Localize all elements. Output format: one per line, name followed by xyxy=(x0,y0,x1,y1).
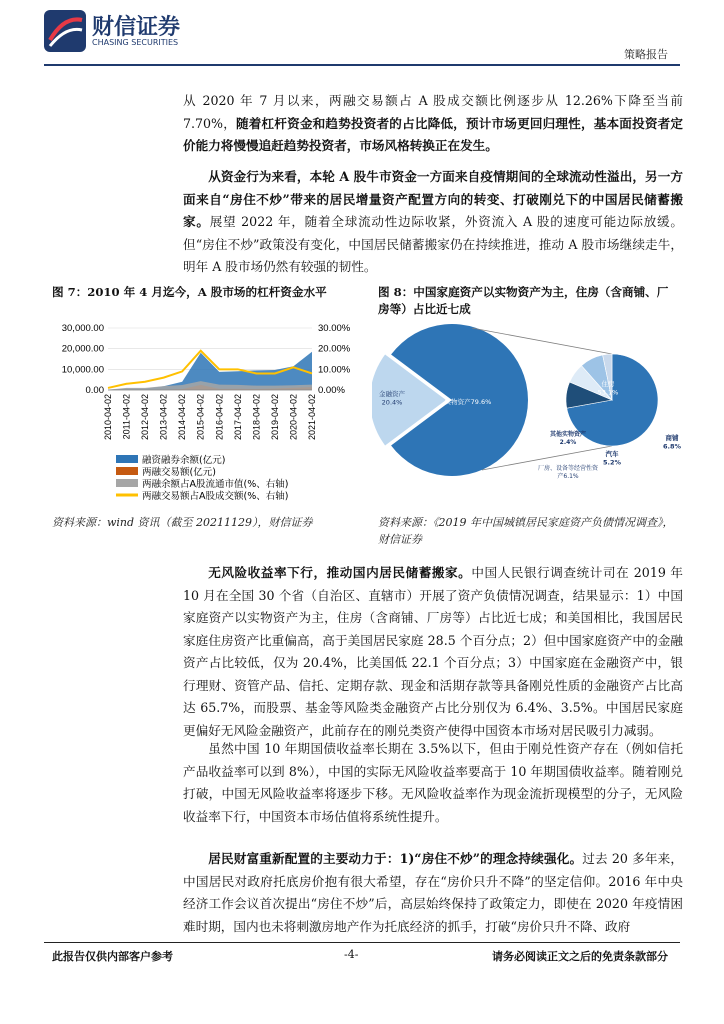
x-tick-label: 2011-04-02 xyxy=(121,394,132,440)
slice-label-line: 20.4% xyxy=(381,398,403,407)
right-axis-tick: 20.00% xyxy=(318,343,351,355)
left-axis-tick: 10,000.00 xyxy=(61,364,104,376)
x-tick-label: 2012-04-02 xyxy=(140,394,151,441)
legend-label: 两融交易额占A股成交额(%、右轴) xyxy=(142,491,289,502)
paragraph-5-text: 过去 20 多年来，中国居民对政府托底房价抱有很大希望，存在“房价只升不降”的坚定信仰。2016 年中央经济工作会议首次提出“房住不炒”后，高层始终保持了政策定力，即使在 2020 年疫情困难时期，国内也未将刺激房地产作为托底经济的抓手，打破“房价只升不降、政府 xyxy=(183,851,683,934)
x-tick-label: 2014-04-02 xyxy=(177,394,188,441)
paragraph-3-bold: 无风险收益率下行，推动国内居民储蓄搬家。 xyxy=(208,565,472,580)
right-axis-tick: 10.00% xyxy=(318,364,351,376)
slice-label-line: 6.8% xyxy=(662,442,682,451)
legend-label: 两融余额占A股流通市值(%、右轴) xyxy=(142,479,289,490)
left-axis-tick: 30,000.00 xyxy=(61,323,104,334)
slice-label-line: 2.4% xyxy=(559,439,577,446)
slice-label xyxy=(538,464,599,480)
company-name-cn: 财信证券 xyxy=(92,15,181,40)
paragraph-3-text: 中国人民银行调查统计司在 2019 年 10 月在全国 30 个省（自治区、直辖市）开展了资产负债情况调查，结果显示：1）中国家庭资产以实物资产为主，住房（含商铺、厂房等）占比近七成；和美国相比，我国居民家庭住房资产比重偏高，高于美国居民家庭 28.5 个百分点；2）但中国家庭资产中的金融资产占比较低，仅为 20.4%，比美国低 22.1 个百分点；3）中国家庭在金融资产中，银行理财、资管产品、信托、定期存款、现金和活期存款等具备刚兑性质的金融资产占比高达 65.7%，而股票、基金等风险类金融资产占比分别仅为 6.4%、3.5%。中国居民家庭更偏好无风险金融资产，此前存在的刚兑类资产使得中国资本市场对居民吸引力减弱。 xyxy=(183,565,684,738)
leverage-chart xyxy=(52,318,362,508)
report-type: 策略报告 xyxy=(624,48,668,61)
x-tick-label: 2017-04-02 xyxy=(232,394,243,441)
paragraph-1 xyxy=(183,90,683,158)
x-tick-label: 2021-04-02 xyxy=(307,394,317,441)
slice-label xyxy=(603,449,622,467)
slice-label-line: 汽车 xyxy=(605,450,619,458)
figure-7-title: 图 7：2010 年 4 月迄今，A 股市场的杠杆资金水平 xyxy=(52,285,327,299)
paragraph-5-bold: 居民财富重新配置的主要动力于：1)“房住不炒”的理念持续强化。 xyxy=(208,851,583,866)
x-tick-label: 2010-04-02 xyxy=(103,394,113,441)
footer-disclaimer-left: 此报告仅供内部客户参考 xyxy=(52,950,173,963)
legend-label: 融资融券余额(亿元) xyxy=(142,455,226,466)
legend-label: 两融交易额(亿元) xyxy=(142,467,216,478)
paragraph-3 xyxy=(183,562,683,742)
figure-7-source: 资料来源：wind 资讯（截至 20211129），财信证券 xyxy=(52,516,313,529)
slice-label xyxy=(445,397,492,406)
slice-label xyxy=(550,430,586,446)
paragraph-2-bold: 从资金行为来看，本轮 A 股牛市资金一方面来自疫情期间的全球流动性溢出，另一方面来自“房住不炒”带来的居民增量资产配置方向的转变、打破刚兑下的中国居民储蓄搬家。 xyxy=(183,169,683,229)
x-tick-label: 2013-04-02 xyxy=(158,394,169,441)
slice-label-line: 金融资产 xyxy=(379,390,405,398)
company-name-en: CHASING SECURITIES xyxy=(92,38,179,47)
slice-label-line: 实物资产79.6% xyxy=(444,398,492,406)
paragraph-5 xyxy=(183,848,683,938)
x-tick-label: 2018-04-02 xyxy=(251,394,262,441)
figure-8-title: 图 8：中国家庭资产以实物资产为主，住房（含商铺、厂房等）占比近七成 xyxy=(378,285,669,316)
slice-label-line: 商铺 xyxy=(665,434,679,442)
slice-label xyxy=(379,389,406,407)
slice-label-line: 厂房、设备等经营性资 xyxy=(537,465,599,472)
paragraph-2 xyxy=(183,166,683,279)
paragraph-1-bold: 随着杠杆资金和趋势投资者的占比降低，预计市场更回归理性，基本面投资者定价能力将慢慢追赶趋势投资者，市场风格转换正在发生。 xyxy=(183,115,683,153)
paragraph-4: 虽然中国 10 年期国债收益率长期在 3.5%以下，但由于刚兑性资产存在（例如信托产品收益率可以到 8%），中国的实际无风险收益率要高于 10 年期国债收益率。随着刚兑打破，中国无风险收益率将逐步下移。无风险收益率作为现金流折现模型的分子，无风险收益率下行，中国资本市场估值将系统性提升。 xyxy=(183,741,683,824)
legend-swatch xyxy=(116,467,138,475)
slice-label xyxy=(663,433,682,451)
figure-8-source: 资料来源：《2019 年中国城镇居民家庭资产负债情况调查》，财信证券 xyxy=(378,516,674,546)
slice-label-line: 产6.1% xyxy=(557,473,579,480)
paragraph-1-text: 从 2020 年 7 月以来，两融交易额占 A 股成交额比例逐步从 12.26%下降至当前 7.70%， xyxy=(183,93,683,131)
slice-label-line: 其他实物资产 xyxy=(549,431,587,438)
legend-swatch xyxy=(116,479,138,487)
paragraph-2-text: 展望 2022 年，随着全球流动性边际收紧，外资流入 A 股的速度可能边际放缓。但“房住不炒”政策没有变化，中国居民储蓄搬家仍在持续推进，推动 A 股市场继续走牛，明年 A 股市场仍然有较强的韧性。 xyxy=(183,214,683,274)
left-axis-tick: 0.00 xyxy=(85,385,104,396)
header-divider xyxy=(44,64,680,66)
left-axis-tick: 20,000.00 xyxy=(61,343,104,355)
company-logo xyxy=(44,10,194,52)
x-tick-label: 2015-04-02 xyxy=(195,394,206,441)
right-axis-tick: 0.00% xyxy=(318,385,345,396)
slice-label-line: 53.1% xyxy=(597,388,619,397)
footer-disclaimer-right: 请务必阅读正文之后的免责条款部分 xyxy=(492,950,668,963)
x-tick-label: 2019-04-02 xyxy=(269,394,280,441)
x-tick-label: 2016-04-02 xyxy=(214,394,225,441)
slice-label-line: 住房 xyxy=(601,380,615,388)
page-number: -4- xyxy=(344,948,359,961)
right-axis-tick: 30.00% xyxy=(318,323,351,334)
legend-swatch xyxy=(116,455,138,463)
footer-divider xyxy=(44,942,680,943)
x-tick-label: 2020-04-02 xyxy=(288,394,299,441)
household-asset-chart xyxy=(372,318,684,508)
slice-label-line: 5.2% xyxy=(602,458,622,467)
